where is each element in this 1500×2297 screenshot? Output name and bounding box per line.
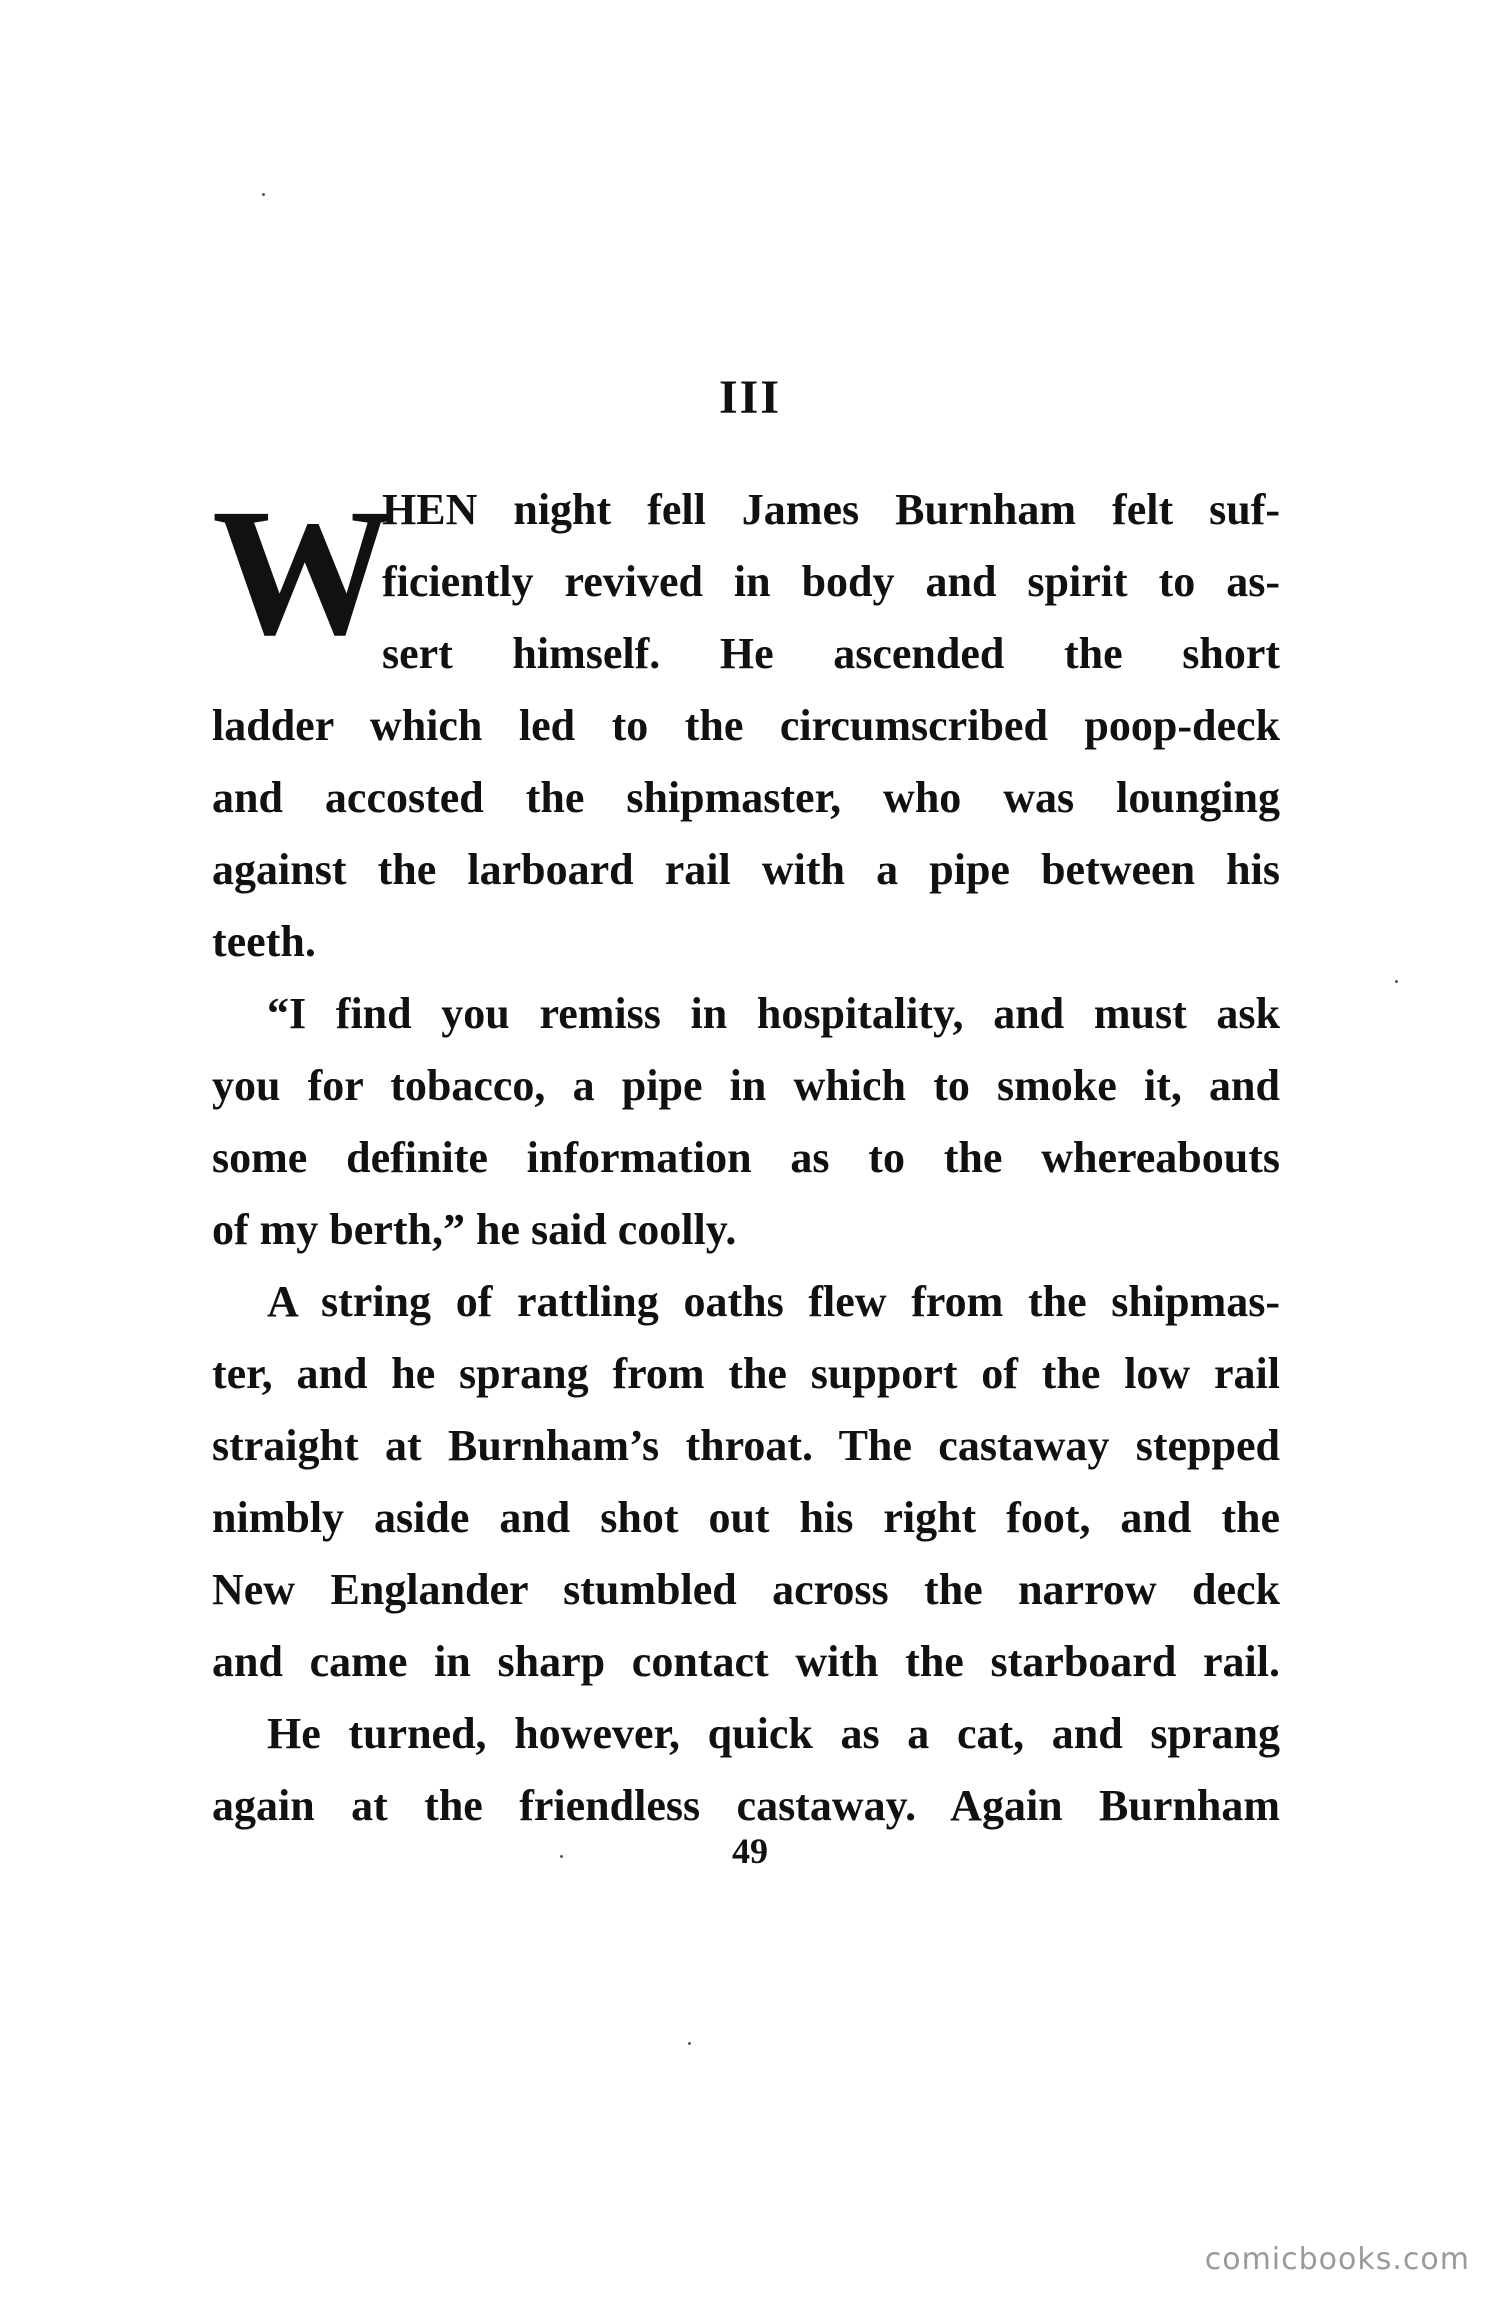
text-line: against the larboard rail with a pipe between his xyxy=(212,845,1280,894)
text-line: and came in sharp contact with the starboard rail. xyxy=(212,1637,1280,1686)
scan-speck xyxy=(688,2042,691,2045)
drop-cap-letter: W xyxy=(212,472,394,673)
scan-speck xyxy=(1395,980,1398,983)
text-line: sert himself. He ascended the short xyxy=(382,629,1280,678)
text-line: some definite information as to the whereabouts xyxy=(212,1133,1280,1182)
text-line: A string of rattling oaths flew from the shipmas- xyxy=(267,1277,1280,1326)
text-line: New Englander stumbled across the narrow deck xyxy=(212,1565,1280,1614)
chapter-heading: III xyxy=(718,371,782,424)
scan-speck xyxy=(262,193,265,196)
text-line: ladder which led to the circumscribed poop-deck xyxy=(212,701,1280,750)
text-line: ficiently revived in body and spirit to as- xyxy=(382,557,1280,606)
text-line: you for tobacco, a pipe in which to smoke it, and xyxy=(212,1061,1280,1110)
page-number: 49 xyxy=(732,1831,768,1871)
text-line: ter, and he sprang from the support of the low rail xyxy=(212,1349,1280,1398)
text-line: teeth. xyxy=(212,917,316,966)
text-line: again at the friendless castaway. Again Burnham xyxy=(212,1781,1280,1830)
text-line: straight at Burnham’s throat. The castaway stepped xyxy=(212,1421,1280,1470)
text-line: “I find you remiss in hospitality, and must ask xyxy=(267,989,1280,1038)
text-line: He turned, however, quick as a cat, and sprang xyxy=(267,1709,1280,1758)
scan-speck xyxy=(560,1855,563,1858)
text-line: nimbly aside and shot out his right foot, and the xyxy=(212,1493,1280,1542)
watermark: comicbooks.com xyxy=(1204,2242,1470,2277)
text-line: HEN night fell James Burnham felt suf- xyxy=(382,485,1280,534)
text-line: of my berth,” he said coolly. xyxy=(212,1205,737,1254)
text-line: and accosted the shipmaster, who was lounging xyxy=(212,773,1280,822)
